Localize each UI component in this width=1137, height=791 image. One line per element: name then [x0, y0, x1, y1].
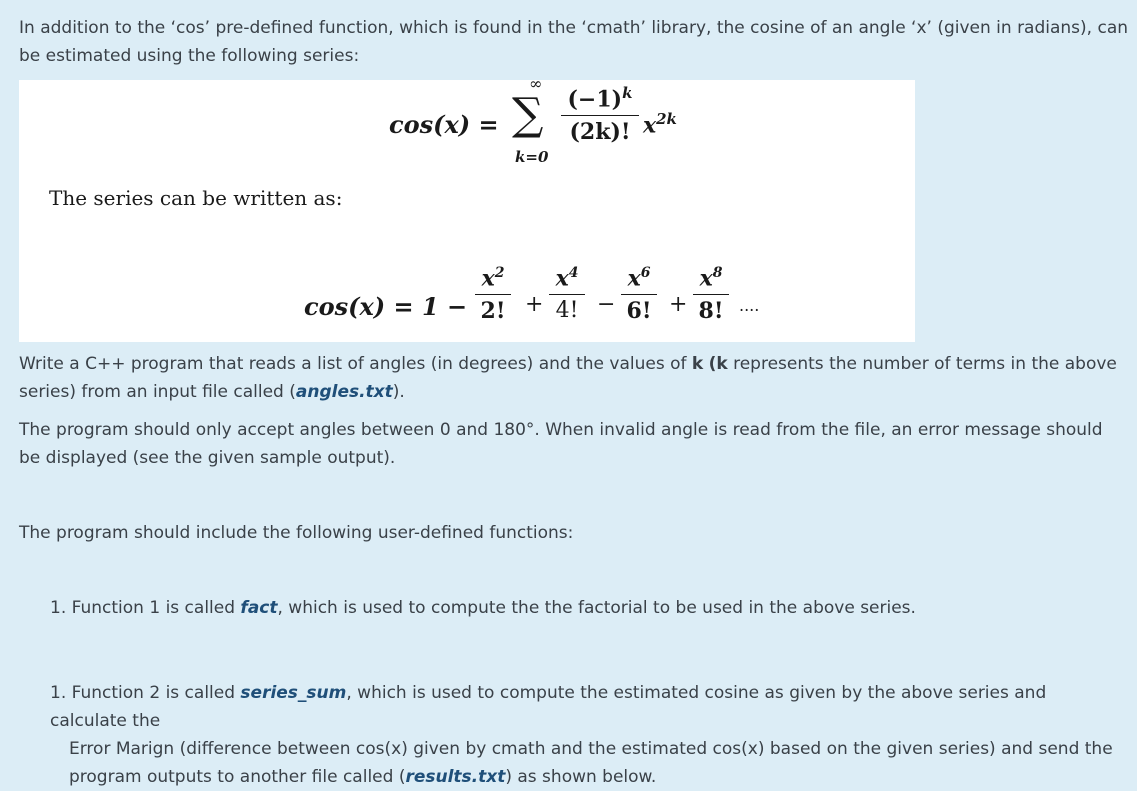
- formula2-term-1: $x^2$ 2!: [475, 265, 511, 324]
- list-number: 1.: [50, 683, 67, 703]
- formula1-fraction: [561, 84, 639, 145]
- results-filename: results.txt: [405, 767, 506, 787]
- series-sum-function-name: series_sum: [240, 683, 347, 703]
- list-number: 1.: [50, 598, 67, 618]
- k-variable-paren: (k: [708, 354, 728, 374]
- formula1-x-term: $x^{2k}$: [643, 110, 677, 139]
- fraction-bar: [561, 115, 639, 116]
- formula1-numerator: $(-1)^k$: [567, 84, 633, 113]
- sum-upper-limit: ∞: [529, 74, 543, 93]
- k-variable: k: [691, 354, 704, 374]
- angles-filename: angles.txt: [295, 382, 393, 402]
- formula1-lhs: cos(x) =: [389, 110, 499, 139]
- formula2-term-3: $x^6$ 6!: [621, 265, 657, 324]
- formula2-lhs: cos(x) = 1 −: [304, 292, 468, 321]
- list-item-fact: 1. Function 1 is called fact, which is used to compute the the factorial to be used in the above series.: [50, 598, 916, 618]
- sum-lower-limit: k=0: [515, 148, 549, 166]
- operator-3: +: [669, 292, 688, 317]
- functions-paragraph: The program should include the following user-defined functions:: [19, 523, 574, 543]
- ellipsis: ....: [739, 296, 760, 315]
- operator-1: +: [525, 292, 544, 317]
- formula-image: [19, 74, 915, 342]
- accept-paragraph: The program should only accept angles between 0 and 180°. When invalid angle is read from the file, an error message should be displayed (see the given sample output).: [19, 420, 1103, 468]
- formula1-denominator: (2k)!: [569, 119, 631, 146]
- fact-function-name: fact: [240, 598, 278, 618]
- operator-2: −: [597, 292, 616, 317]
- formula2-term-2: $x^4$ 4!: [549, 265, 585, 323]
- formula2-term-4: $x^8$ 8!: [693, 265, 729, 324]
- program-paragraph: Write a C++ program that reads a list of angles (in degrees) and the values of k (k represents the number of terms in the above series) from an input file called (angles.txt).: [19, 354, 1117, 402]
- series-caption: The series can be written as:: [49, 186, 343, 210]
- list-item-series-sum: 1. Function 2 is called series_sum, which is used to compute the estimated cosine as given by the above series and calculate the Error Marign (difference between cos(x) given by cmath and the estimated cos(x) based on the given series) and send the program outputs to another file called (results.txt) as shown below.: [50, 683, 1113, 787]
- sum-symbol: ∑: [512, 89, 544, 140]
- intro-paragraph: In addition to the ‘cos’ pre-defined function, which is found in the ‘cmath’ library, the cosine of an angle ‘x’ (given in radians), can be estimated using the following series:: [19, 18, 1129, 66]
